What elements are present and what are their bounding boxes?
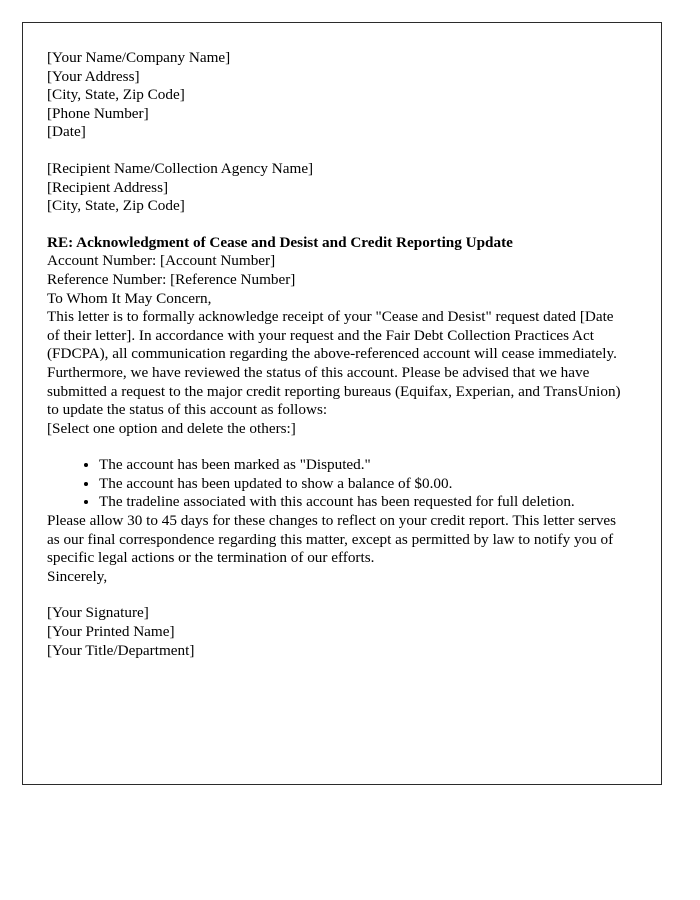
salutation: To Whom It May Concern, (47, 289, 212, 307)
recipient-address-block (47, 160, 623, 216)
reference-number-line: Reference Number: [Reference Number] (47, 270, 296, 288)
sender-line: [City, State, Zip Code] (47, 86, 185, 104)
signature-line: [Your Signature] (47, 604, 149, 622)
list-item: • The tradeline associated with this account has been requested for full deletion. (99, 493, 623, 512)
recipient-line: [City, State, Zip Code] (47, 197, 185, 215)
letter-page-border (22, 22, 662, 785)
status-option-list (47, 456, 623, 512)
subject-line: RE: Acknowledgment of Cease and Desist and Credit Reporting Update (47, 233, 513, 251)
paragraph-acknowledgment: This letter is to formally acknowledge receipt of your "Cease and Desist" request dated [Date of their letter]. In accordance with your request and the Fair Debt Collection Practices Act (FDCPA), all communication regarding the above-referenced account will cease immediately. (47, 308, 617, 363)
recipient-line: [Recipient Address] (47, 178, 169, 196)
account-number-line: Account Number: [Account Number] (47, 252, 276, 270)
instruction-line: [Select one option and delete the others:] (47, 419, 296, 437)
sender-line: [Phone Number] (47, 104, 149, 122)
paragraph-bureau-update: Furthermore, we have reviewed the status of this account. Please be advised that we have submitted a request to the major credit reporting bureaus (Equifax, Experian, and TransUnion) to update the status of this account as follows: (47, 363, 621, 419)
sender-line: [Date] (47, 123, 86, 141)
signature-block (47, 604, 623, 660)
subject-block (47, 234, 623, 290)
letter-body (23, 23, 661, 660)
title-department-line: [Your Title/Department] (47, 641, 195, 659)
sender-line: [Your Name/Company Name] (47, 49, 231, 66)
list-item: • The account has been updated to show a balance of $0.00. (99, 475, 623, 494)
printed-name-line: [Your Printed Name] (47, 623, 175, 641)
list-item: • The account has been marked as "Disputed." (99, 456, 623, 475)
sender-line: [Your Address] (47, 67, 140, 85)
recipient-line: [Recipient Name/Collection Agency Name] (47, 159, 314, 177)
paragraph-timeline: Please allow 30 to 45 days for these changes to reflect on your credit report. This letter serves as our final correspondence regarding this matter, except as permitted by law to notify you of specific legal actions or the termination of our efforts. (47, 512, 617, 567)
closing: Sincerely, (47, 567, 108, 585)
sender-address-block (47, 49, 623, 142)
